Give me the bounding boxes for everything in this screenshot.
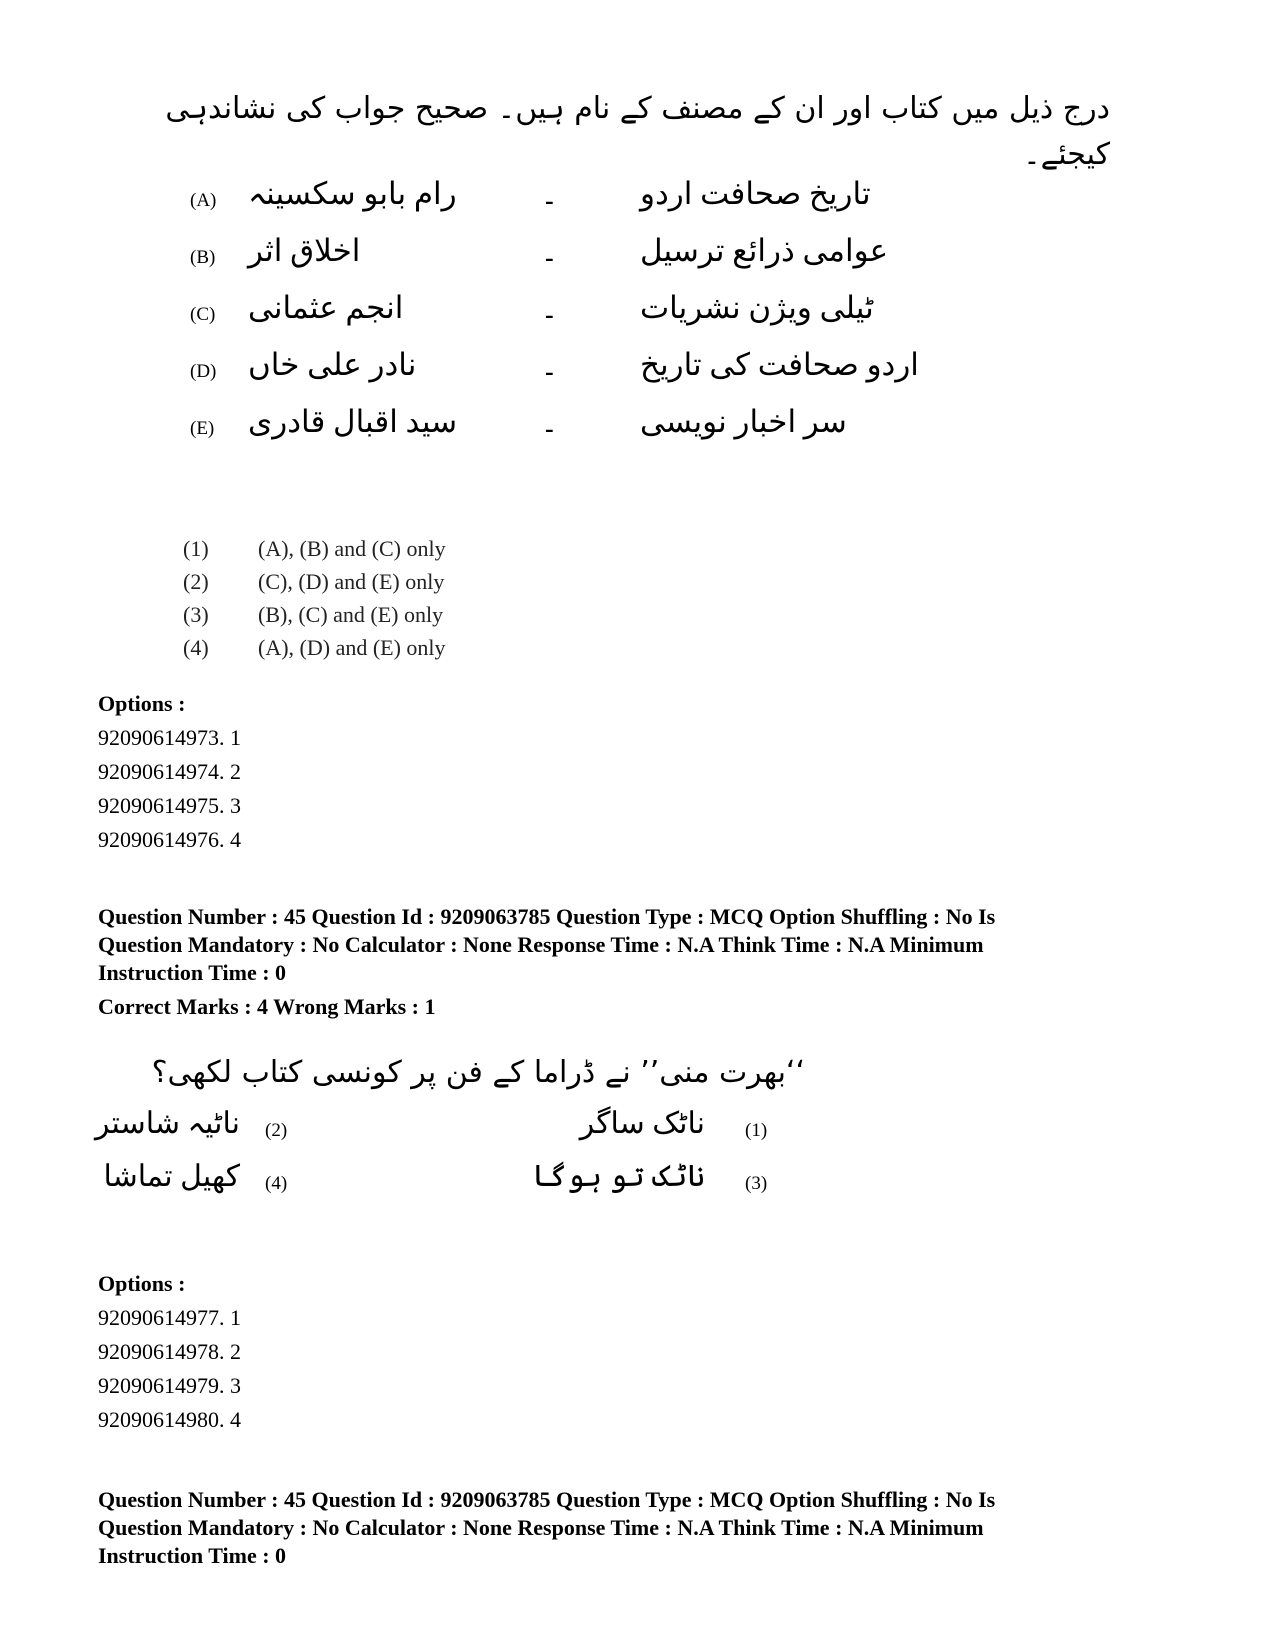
match-book: سر اخبار نویسی bbox=[640, 404, 847, 439]
choice-number: (3) bbox=[745, 1173, 768, 1194]
choice-text: ناٹک تو ہوگا bbox=[531, 1160, 705, 1193]
question-1-choices bbox=[183, 536, 446, 668]
question-2-choices-row-2 bbox=[0, 1159, 1275, 1209]
question-2-choices-row-1 bbox=[0, 1106, 1275, 1156]
match-row-a bbox=[190, 176, 950, 232]
option-id: 92090614978. 2 bbox=[98, 1339, 241, 1364]
match-book: ٹیلی ویژن نشریات bbox=[640, 290, 874, 325]
meta-line: Instruction Time : 0 bbox=[98, 1543, 287, 1568]
question-2-options bbox=[98, 1270, 241, 1440]
match-author: انجم عثمانی bbox=[248, 290, 404, 325]
match-label: (D) bbox=[190, 361, 217, 382]
choice-text: کھیل تماشا bbox=[103, 1160, 240, 1193]
match-book: اردو صحافت کی تاریخ bbox=[640, 347, 919, 382]
option-id: 92090614979. 3 bbox=[98, 1373, 241, 1398]
match-dash: - bbox=[545, 414, 554, 443]
choice-4 bbox=[183, 635, 446, 668]
choice-1 bbox=[183, 536, 446, 569]
match-dash: - bbox=[545, 300, 554, 329]
choice-number: (4) bbox=[265, 1173, 288, 1194]
match-label: (B) bbox=[190, 247, 216, 268]
question-2-text: ‘‘بھرت منی’’ نے ڈراما کے فن پر کونسی کتاب لکھی؟ bbox=[151, 1055, 805, 1090]
choice-text: (A), (D) and (E) only bbox=[258, 635, 446, 660]
choice-number: (4) bbox=[183, 635, 209, 660]
option-id: 92090614973. 1 bbox=[98, 725, 241, 750]
option-id: 92090614980. 4 bbox=[98, 1407, 241, 1432]
match-label: (E) bbox=[190, 418, 215, 439]
choice-2 bbox=[183, 569, 446, 602]
match-author: نادر علی خاں bbox=[248, 347, 417, 382]
match-author: اخلاق اثر bbox=[248, 233, 361, 268]
choice-number: (1) bbox=[745, 1120, 768, 1141]
match-row-c bbox=[190, 290, 950, 346]
marks-line: Correct Marks : 4 Wrong Marks : 1 bbox=[98, 994, 436, 1019]
meta-line: Instruction Time : 0 bbox=[98, 960, 287, 985]
match-row-b bbox=[190, 233, 950, 289]
question-3-meta bbox=[98, 1486, 995, 1570]
match-author: رام بابو سکسینہ bbox=[248, 176, 457, 211]
choice-text: ناٹیہ شاستر bbox=[95, 1107, 240, 1140]
match-dash: - bbox=[545, 186, 554, 215]
options-heading: Options : bbox=[98, 1271, 186, 1296]
choice-text: (C), (D) and (E) only bbox=[258, 569, 445, 594]
match-author: سید اقبال قادری bbox=[248, 404, 458, 439]
choice-number: (1) bbox=[183, 536, 209, 561]
choice-text: (A), (B) and (C) only bbox=[258, 536, 446, 561]
option-id: 92090614974. 2 bbox=[98, 759, 241, 784]
meta-line: Question Mandatory : No Calculator : None Response Time : N.A Think Time : N.A Minimum bbox=[98, 932, 984, 957]
question-1-options bbox=[98, 690, 241, 860]
match-label: (A) bbox=[190, 190, 217, 211]
choice-text: ناٹک ساگر bbox=[579, 1107, 705, 1140]
choice-number: (2) bbox=[265, 1120, 288, 1141]
match-row-e bbox=[190, 404, 950, 460]
option-id: 92090614975. 3 bbox=[98, 793, 241, 818]
option-id: 92090614977. 1 bbox=[98, 1305, 241, 1330]
choice-text: (B), (C) and (E) only bbox=[258, 602, 444, 627]
match-row-d bbox=[190, 347, 950, 403]
choice-3 bbox=[183, 602, 446, 635]
options-heading: Options : bbox=[98, 691, 186, 716]
choice-number: (2) bbox=[183, 569, 209, 594]
choice-number: (3) bbox=[183, 602, 209, 627]
option-id: 92090614976. 4 bbox=[98, 827, 241, 852]
match-label: (C) bbox=[190, 304, 216, 325]
question-1-text: درج ذیل میں کتاب اور ان کے مصنف کے نام ہیں۔ صحیح جواب کی نشاندہی کیجئے۔ bbox=[165, 91, 1110, 172]
match-book: عوامی ذرائع ترسیل bbox=[640, 233, 889, 268]
meta-line: Question Number : 45 Question Id : 9209063785 Question Type : MCQ Option Shuffling : No Is bbox=[98, 904, 996, 929]
meta-line: Question Number : 45 Question Id : 9209063785 Question Type : MCQ Option Shuffling : No Is bbox=[98, 1487, 996, 1512]
match-book: تاریخ صحافت اردو bbox=[640, 176, 871, 211]
question-2-meta bbox=[98, 903, 995, 1021]
meta-line: Question Mandatory : No Calculator : None Response Time : N.A Think Time : N.A Minimum bbox=[98, 1515, 984, 1540]
match-dash: - bbox=[545, 243, 554, 272]
match-dash: - bbox=[545, 357, 554, 386]
